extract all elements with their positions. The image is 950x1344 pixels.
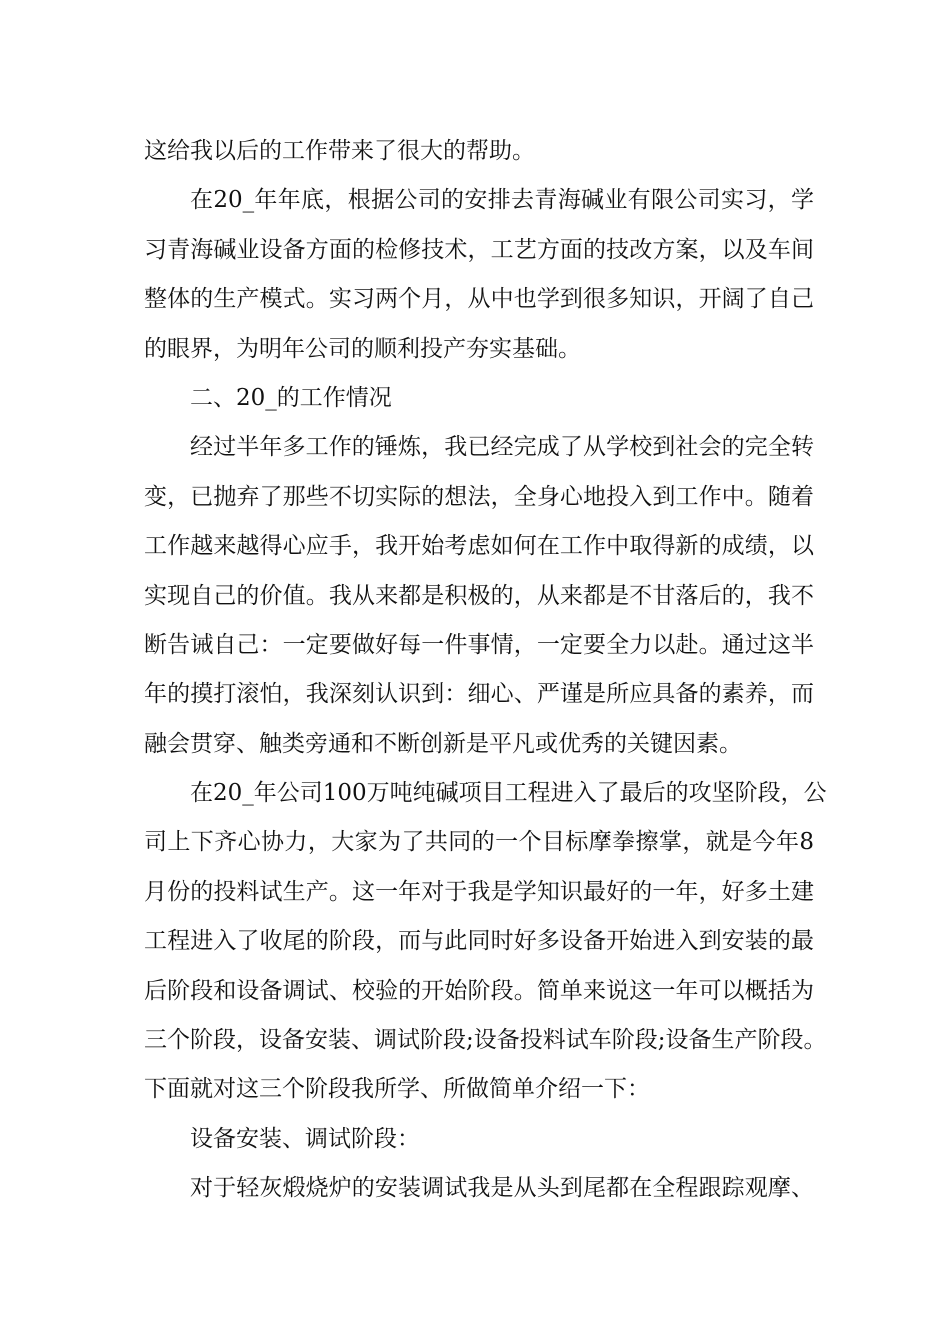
paragraph-start-line: 经过半年多工作的锤炼，我已经完成了从学校到社会的完全转 <box>190 434 814 461</box>
text-line: 习青海碱业设备方面的检修技术，工艺方面的技改方案，以及车间 <box>144 236 814 263</box>
paragraph-start-line: 在20_年年底，根据公司的安排去青海碱业有限公司实习，学 <box>190 187 814 214</box>
paragraph-start-line: 在20_年公司100万吨纯碱项目工程进入了最后的攻坚阶段，公 <box>190 780 827 807</box>
text-line: 的眼界，为明年公司的顺利投产夯实基础。 <box>144 335 581 362</box>
text-line: 断告诫自己：一定要做好每一件事情，一定要全力以赴。通过这半 <box>144 631 814 658</box>
text-line: 工作越来越得心应手，我开始考虑如何在工作中取得新的成绩，以 <box>144 533 814 560</box>
section-heading: 二、20_的工作情况 <box>190 384 392 411</box>
text-line: 年的摸打滚怕，我深刻认识到：细心、严谨是所应具备的素养，而 <box>144 681 814 708</box>
text-line: 工程进入了收尾的阶段，而与此同时好多设备开始进入到安装的最 <box>144 928 814 955</box>
text-line: 后阶段和设备调试、校验的开始阶段。简单来说这一年可以概括为 <box>144 977 814 1004</box>
text-line: 变，已抛弃了那些不切实际的想法，全身心地投入到工作中。随着 <box>144 483 814 510</box>
paragraph-start-line: 对于轻灰煅烧炉的安装调试我是从头到尾都在全程跟踪观摩、 <box>190 1175 814 1202</box>
text-line: 司上下齐心协力，大家为了共同的一个目标摩拳擦掌，就是今年8 <box>144 829 814 856</box>
text-line: 下面就对这三个阶段我所学、所做简单介绍一下： <box>144 1076 650 1103</box>
text-line: 这给我以后的工作带来了很大的帮助。 <box>144 138 535 164</box>
text-line: 整体的生产模式。实习两个月，从中也学到很多知识，开阔了自己 <box>144 286 814 313</box>
text-line: 实现自己的价值。我从来都是积极的，从来都是不甘落后的，我不 <box>144 582 814 609</box>
text-line: 三个阶段，设备安装、调试阶段;设备投料试车阶段;设备生产阶段。 <box>144 1027 827 1054</box>
text-line: 融会贯穿、触类旁通和不断创新是平凡或优秀的关键因素。 <box>144 730 742 757</box>
text-line: 月份的投料试生产。这一年对于我是学知识最好的一年，好多土建 <box>144 878 814 905</box>
subsection-heading: 设备安装、调试阶段： <box>190 1125 420 1152</box>
document-body <box>144 127 827 1214</box>
